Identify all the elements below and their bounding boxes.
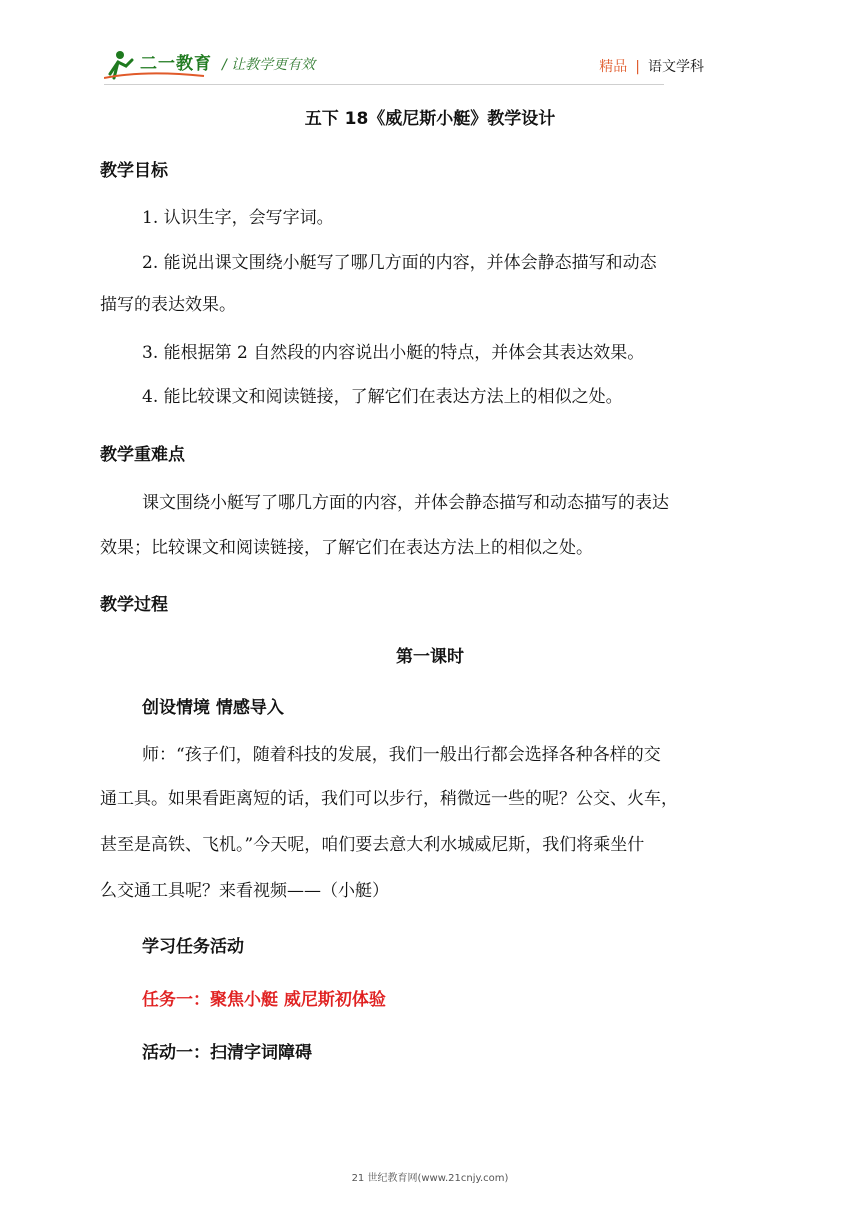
subheading-tasks: 学习任务活动 [142, 937, 244, 957]
teacher-line-2: 通工具。如果看距离短的话，我们可以步行，稍微远一些的呢？公交、火车， [100, 789, 678, 809]
section-heading-goals: 教学目标 [100, 161, 168, 181]
page-header [104, 44, 754, 84]
section-heading-process: 教学过程 [100, 595, 168, 615]
section-heading-key-points: 教学重难点 [100, 445, 185, 465]
subheading-intro: 创设情境 情感导入 [142, 698, 284, 718]
quality-badge: 精品 [599, 59, 628, 75]
teacher-line-4: 么交通工具呢？来看视频——（小艇） [100, 881, 389, 901]
slogan: / 让教学更有效 [222, 57, 316, 73]
activity-1-heading: 活动一：扫清字词障碍 [142, 1043, 312, 1063]
lesson-heading: 第一课时 [396, 647, 464, 667]
header-separator: | [635, 59, 640, 75]
goal-2-line-1: 2. 能说出课文围绕小艇写了哪几方面的内容，并体会静态描写和动态 [142, 253, 657, 273]
teacher-line-3: 甚至是高铁、飞机。”今天呢，咱们要去意大利水城威尼斯，我们将乘坐什 [100, 835, 645, 855]
logo-text: 二一教育 [140, 54, 212, 74]
document-title: 五下 18《威尼斯小艇》教学设计 [304, 109, 556, 129]
goal-4: 4. 能比较课文和阅读链接，了解它们在表达方法上的相似之处。 [142, 387, 623, 407]
task-1-heading: 任务一：聚焦小艇 威尼斯初体验 [142, 990, 386, 1010]
teacher-line-1: 师：“孩子们，随着科技的发展，我们一般出行都会选择各种各样的交 [142, 745, 661, 765]
page-footer: 21 世纪教育网(www.21cnjy.com) [351, 1173, 509, 1184]
header-divider [104, 84, 664, 85]
key-points-line-1: 课文围绕小艇写了哪几方面的内容，并体会静态描写和动态描写的表达 [142, 493, 669, 513]
goal-2-line-2: 描写的表达效果。 [100, 295, 236, 315]
subject-label: 语文学科 [648, 59, 704, 75]
goal-1: 1. 认识生字，会写字词。 [142, 208, 334, 228]
key-points-line-2: 效果；比较课文和阅读链接，了解它们在表达方法上的相似之处。 [100, 538, 593, 558]
header-right [599, 56, 704, 76]
goal-3: 3. 能根据第 2 自然段的内容说出小艇的特点，并体会其表达效果。 [142, 343, 645, 363]
